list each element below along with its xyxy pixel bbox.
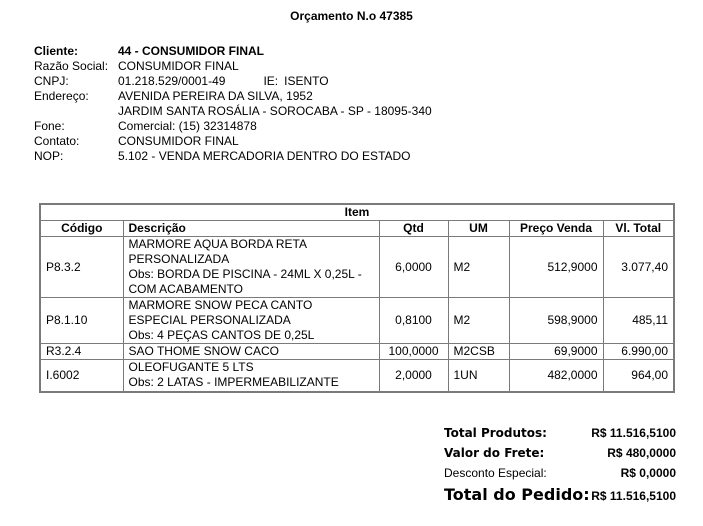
contato-value: CONSUMIDOR FINAL [118,134,239,148]
cell-qtd: 6,0000 [379,237,448,298]
cell-preco: 512,9000 [509,237,603,298]
cnpj-value: 01.218.529/0001-49 [118,74,226,88]
client-value: 44 - CONSUMIDOR FINAL [118,44,265,58]
client-label: Cliente: [34,44,79,58]
cnpj-label: CNPJ: [34,74,69,88]
nop-row [34,149,432,164]
header-qtd: Qtd [379,221,448,237]
table-row [40,237,674,298]
cell-qtd: 2,0000 [379,360,448,392]
contato-label: Contato: [34,134,80,148]
cell-um: M2CSB [448,344,509,360]
cell-codigo: R3.2.4 [40,344,123,360]
cell-total: 964,00 [603,360,674,392]
table-caption-row [40,204,674,221]
description-text: MARMORE SNOW PECA CANTO ESPECIAL PERSONALIZADA [128,298,313,327]
desconto-especial-label: Desconto Especial: [444,466,547,480]
fone-value: Comercial: (15) 32314878 [118,119,257,133]
razao-social-row [34,59,432,74]
obs-text: Obs: 4 PEÇAS CANTOS DE 0,25L [128,328,315,342]
total-pedido-label: Total do Pedido: [444,485,590,504]
desconto-especial-value: R$ 0,0000 [620,466,676,480]
total-pedido-row [444,483,676,507]
table-caption: Item [40,204,674,221]
client-info [34,44,432,164]
desconto-especial-row [444,463,676,483]
nop-label: NOP: [34,149,64,163]
header-codigo: Código [40,221,123,237]
items-table [39,203,675,393]
cell-descricao [123,344,379,360]
razao-social-label: Razão Social: [34,59,109,73]
table-header-row [40,221,674,237]
valor-frete-label: Valor do Frete: [444,446,545,460]
cell-descricao [123,298,379,344]
cell-preco: 598,9000 [509,298,603,344]
cell-um: M2 [448,237,509,298]
total-produtos-label: Total Produtos: [444,426,547,440]
cell-qtd: 0,8100 [379,298,448,344]
endereco-line2: JARDIM SANTA ROSÁLIA - SOROCABA - SP - 18095-340 [118,104,432,118]
fone-row [34,119,432,134]
obs-text: Obs: 2 LATAS - IMPERMEABILIZANTE [128,375,339,390]
table-row [40,360,674,392]
total-produtos-row [444,423,676,443]
cell-total: 6.990,00 [603,344,674,360]
ie-label: IE: [263,74,279,88]
cell-preco: 69,9000 [509,344,603,360]
cell-um: 1UN [448,360,509,392]
total-produtos-value: R$ 11.516,5100 [591,426,676,440]
cell-codigo: I.6002 [40,360,123,392]
header-um: UM [448,221,509,237]
header-descricao: Descrição [123,221,379,237]
cell-descricao [123,360,379,392]
endereco-line1: AVENIDA PEREIRA DA SILVA, 1952 [118,89,313,103]
cnpj-row [34,74,432,89]
ie-value: ISENTO [284,74,329,88]
description-text: SAO THOME SNOW CACO [128,344,279,358]
description-text: OLEOFUGANTE 5 LTS [128,360,254,375]
nop-value: 5.102 - VENDA MERCADORIA DENTRO DO ESTADO [118,149,411,163]
valor-frete-value: R$ 480,0000 [607,446,676,460]
cell-descricao [123,237,379,298]
valor-frete-row [444,443,676,463]
cell-codigo: P8.1.10 [40,298,123,344]
total-pedido-value: R$ 11.516,5100 [591,489,676,503]
header-vl-total: Vl. Total [603,221,674,237]
description-text: MARMORE AQUA BORDA RETA PERSONALIZADA [128,237,307,266]
fone-label: Fone: [34,119,65,133]
header-preco-venda: Preço Venda [509,221,603,237]
razao-social-value: CONSUMIDOR FINAL [118,59,239,73]
cell-total: 3.077,40 [603,237,674,298]
obs-text: Obs: BORDA DE PISCINA - 24ML X 0,25L - COM ACABAMENTO [128,267,362,296]
endereco-row [34,89,432,104]
cell-um: M2 [448,298,509,344]
cell-total: 485,11 [603,298,674,344]
document-title: Orçamento N.o 47385 [290,9,413,23]
table-row [40,298,674,344]
client-row [34,44,432,59]
cell-preco: 482,0000 [509,360,603,392]
cell-codigo: P8.3.2 [40,237,123,298]
cell-qtd: 100,0000 [379,344,448,360]
totals-block [444,423,676,507]
contato-row [34,134,432,149]
table-row [40,344,674,360]
endereco-label: Endereço: [34,89,89,103]
endereco-row-2 [34,104,432,119]
